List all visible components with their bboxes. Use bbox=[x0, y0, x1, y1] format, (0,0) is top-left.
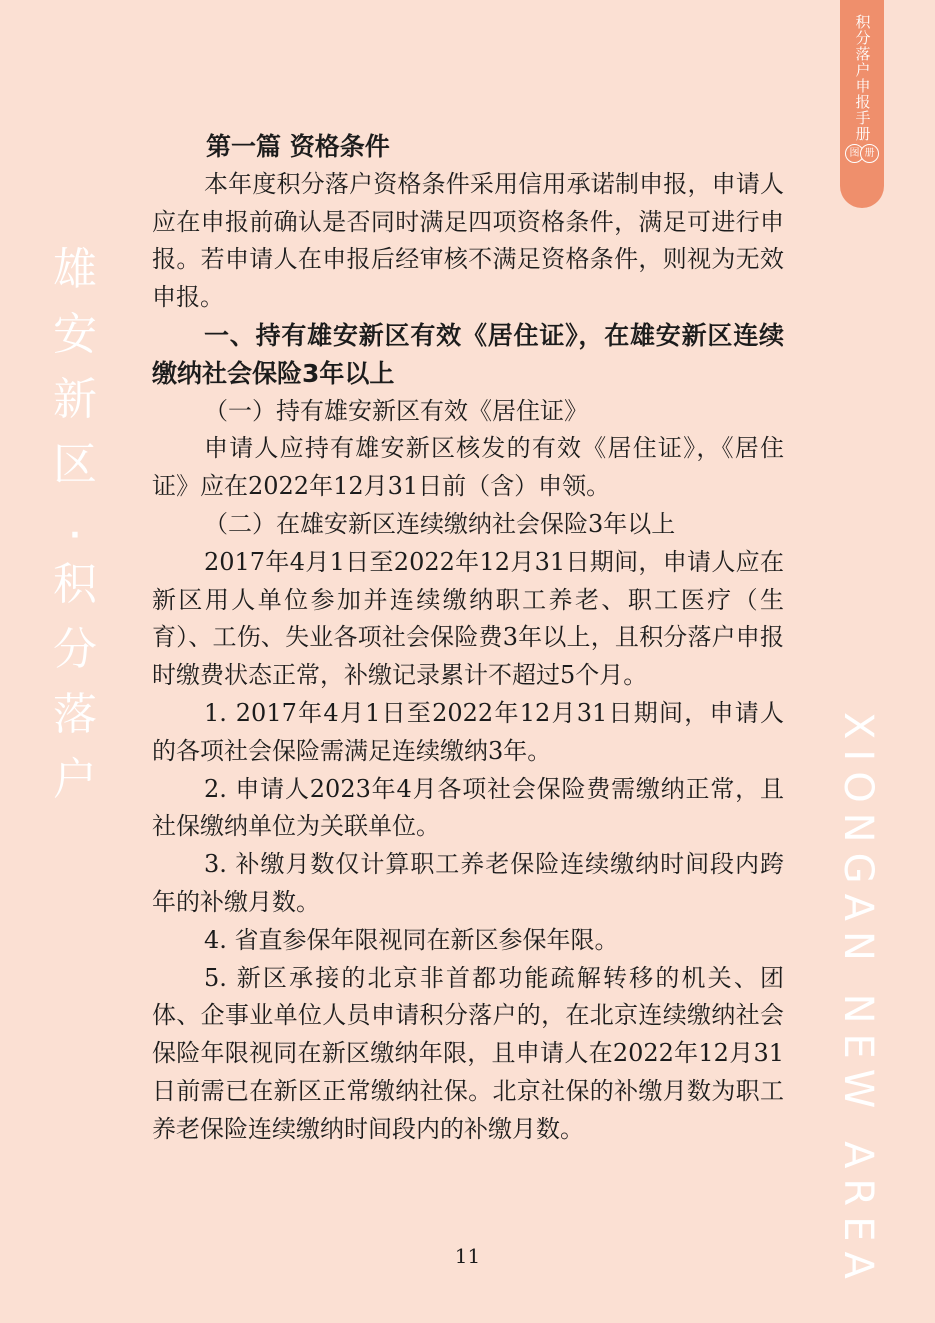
sub-two-body: 2017年4月1日至2022年12月31日期间，申请人应在新区用人单位参加并连续缴纳职工养老、职工医疗（生育）、工伤、失业各项社会保险费3年以上，且积分落户申报时缴费状态正常，补缴记录累计不超过5个月。 bbox=[152, 547, 784, 690]
sub-one-title: （一）持有雄安新区有效《居住证》 bbox=[204, 396, 588, 425]
sub-two-title: （二）在雄安新区连续缴纳社会保险3年以上 bbox=[204, 509, 676, 538]
list-item: 3. 补缴月数仅计算职工养老保险连续缴纳时间段内跨年的补缴月数。 bbox=[152, 850, 784, 916]
left-title-dot: · bbox=[69, 517, 81, 553]
list-item: 2. 申请人2023年4月各项社会保险费需缴纳正常，且社保缴纳单位为关联单位。 bbox=[152, 774, 784, 841]
left-title-char: 分 bbox=[53, 624, 97, 675]
condition-one-title: 一、持有雄安新区有效《居住证》，在雄安新区连续缴纳社会保险3年以上 bbox=[152, 320, 784, 388]
booklet-icon-char-2: 册 bbox=[860, 144, 879, 163]
intro-paragraph: 本年度积分落户资格条件采用信用承诺制申报，申请人应在申报前确认是否同时满足四项资格条件，满足可进行申报。若申请人在申报后经审核不满足资格条件，则视为无效申报。 bbox=[152, 169, 784, 312]
left-title-char: 新 bbox=[53, 374, 97, 425]
left-title-char: 雄 bbox=[53, 244, 97, 295]
side-tab-title: 积分落户申报手册 bbox=[853, 14, 872, 142]
list-item: 1. 2017年4月1日至2022年12月31日期间，申请人的各项社会保险需满足连续缴纳3年。 bbox=[152, 698, 784, 765]
section-title: 第一篇 资格条件 bbox=[206, 132, 390, 161]
left-vertical-title bbox=[52, 244, 98, 823]
left-title-char: 积 bbox=[53, 559, 97, 610]
page-number: 11 bbox=[454, 1244, 481, 1268]
left-title-char: 区 bbox=[53, 439, 97, 490]
left-title-char: 安 bbox=[53, 309, 97, 360]
side-tab bbox=[840, 0, 884, 208]
left-title-char: 落 bbox=[53, 689, 97, 740]
sub-one-body: 申请人应持有雄安新区核发的有效《居住证》，《居住证》应在2022年12月31日前（含）申领。 bbox=[152, 434, 784, 501]
list-item: 5. 新区承接的北京非首都功能疏解转移的机关、团体、企事业单位人员申请积分落户的，在北京连续缴纳社会保险年限视同在新区缴纳年限，且申请人在2022年12月31日前需已在新区正常缴纳社保。北京社保的补缴月数为职工养老保险连续缴纳时间段内的补缴月数。 bbox=[152, 963, 784, 1143]
booklet-icon-char-1: 图 bbox=[845, 144, 864, 163]
document-body bbox=[152, 128, 784, 1149]
list-item: 4. 省直参保年限视同在新区参保年限。 bbox=[204, 925, 619, 954]
left-title-char: 户 bbox=[53, 754, 97, 805]
booklet-icon bbox=[847, 144, 877, 163]
right-vertical-title: XIONGAN NEW AREA bbox=[835, 712, 881, 1289]
